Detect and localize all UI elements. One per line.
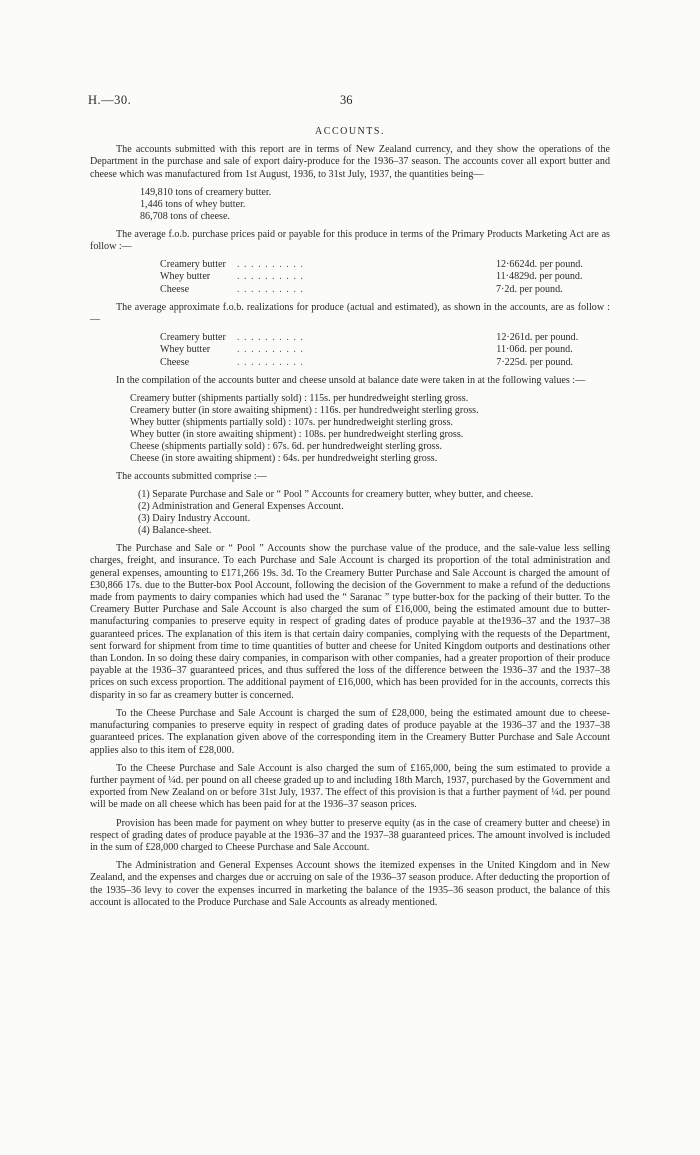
leader-dots: . . . . . . . . . . [236,332,304,344]
unsold-values-list [130,393,610,465]
row-label: Creamery butter [160,259,226,271]
row-label: Cheese [160,283,190,295]
accounts-list [138,489,610,537]
leader-dots: . . . . . . . . . . [236,344,304,356]
row-value: 11·06d. per pound. [496,344,573,356]
page-header-ref: H.—30. [88,93,132,107]
purchase-prices-table [160,259,610,296]
list-item: Cheese (in store awaiting shipment) : 64s. per hundredweight sterling gross. [130,453,438,465]
paragraph-realizations: The average approximate f.o.b. realizations for produce (actual and estimated), as shown in the accounts, are as follow :— [90,301,610,326]
list-item: (2) Administration and General Expenses Account. [138,501,344,513]
paragraph-whey-butter: Provision has been made for payment on whey butter to preserve equity (as in the case of creamery butter and cheese) in respect of grading dates of produce payable at the 1936–37 and the 1937–38 guaranteed prices. The amount involved is included in the sum of £28,000 charged to Cheese Purchase and Sale Account. [90,817,610,853]
paragraph-unsold-values: In the compilation of the accounts butter and cheese unsold at balance date were taken in at the following values :— [116,374,586,386]
leader-dots: . . . . . . . . . . [236,259,304,271]
list-item: Cheese (shipments partially sold) : 67s. 6d. per hundredweight sterling gross. [130,441,443,453]
paragraph-cheese-further-payment: To the Cheese Purchase and Sale Account is also charged the sum of £165,000, being the sum estimated to provide a further payment of ¼d. per pound on all cheese graded up to and including 18th March, 1937, purchased by the Government and exported from New Zealand on or before 31st July, 1937. The effect of this provision is that a further payment of ¼d. per pound will be made on all cheese which has been paid for at the 1936–37 season prices. [90,762,610,811]
list-item: Creamery butter (shipments partially sold) : 115s. per hundredweight sterling gross. [130,393,469,405]
list-item: (1) Separate Purchase and Sale or “ Pool ” Accounts for creamery butter, whey butter, and cheese. [138,489,534,501]
realizations-table [160,332,610,369]
row-label: Whey butter [160,344,211,356]
paragraph-purchase-prices: The average f.o.b. purchase prices paid or payable for this produce in terms of the Primary Products Marketing Act are as follow :— [90,228,610,253]
quantities-list [140,187,610,223]
document-body [90,126,610,915]
table-row [160,271,610,283]
paragraph-administration: The Administration and General Expenses Account shows the itemized expenses in the United Kingdom and in New Zealand, and the expenses and charges due or accruing on sale of the 1936–37 season produce. After deducting the proportion of the 1935–36 levy to cover the expenses incurred in marketing the balance of the 1935–36 season product, the balance of this account is allocated to the Produce Purchase and Sale Accounts as already mentioned. [90,860,610,908]
list-item: Creamery butter (in store awaiting shipment) : 116s. per hundredweight sterling gross. [130,405,479,417]
list-item: (3) Dairy Industry Account. [138,513,251,525]
table-row [160,284,610,296]
table-row [160,332,610,344]
list-item: Whey butter (in store awaiting shipment) : 108s. per hundredweight sterling gross. [130,429,464,441]
row-value: 11·4829d. per pound. [495,271,583,283]
quantity-item: 149,810 tons of creamery butter. [140,186,272,198]
page-number: 36 [340,93,353,107]
row-value: 7·225d. per pound. [496,356,574,368]
paragraph-cheese-account: To the Cheese Purchase and Sale Account is charged the sum of £28,000, being the estimated amount due to cheese-manufacturing companies to preserve equity in respect of grading dates of produce payable at the 1936–37 and the 1937–38 guaranteed prices. The explanation given above of the corresponding item in the Creamery Butter Purchase and Sale Account applies also to this item of £28,000. [90,707,610,756]
row-label: Cheese [160,356,190,368]
row-value: 12·261d. per pound. [496,332,579,344]
row-value: 12·6624d. per pound. [495,259,583,271]
paragraph-comprise: The accounts submitted comprise :— [116,471,267,483]
list-item: Whey butter (shipments partially sold) : 107s. per hundredweight sterling gross. [130,417,453,429]
paragraph-pool-accounts: The Purchase and Sale or “ Pool ” Accounts show the purchase value of the produce, and the sale-value less selling charges, freight, and insurance. To each Purchase and Sale Account is charged its proportion of the total administration and general expenses, amounting to £171,266 19s. 3d. To the Creamery Butter Purchase and Sale Account is charged the amount of £30,866 17s. due to the Butter-box Pool Account, following the decision of the Government to make a refund of the deductions made from payments to dairy companies which had used the “ Saranac ” type butter-box for the packing of their butter. To the Creamery Butter Purchase and Sale Account is also charged the sum of £16,000, being the estimated amount due to butter-manufacturing companies to preserve equity in respect of grading dates of produce payable at the1936–37 and the 1937–38 guaranteed prices. The explanation of this item is that certain dairy companies, complying with the requests of the Department, sent forward for shipment from time to time quantities of butter and cheese for United Kingdom outports and destinations other than London. In so doing these dairy companies, in comparison with other companies, had a greater proportion of their produce payable at the 1936–37 guaranteed prices, and thus suffered the loss of the difference between the 1936–37 and the 1937–38 prices on such excess proportion. The additional payment of £16,000, which has been provided for in the accounts, corrects this disparity in so far as creamery butter is concerned. [90,543,610,701]
table-row [160,357,610,369]
paragraph-intro: The accounts submitted with this report are in terms of New Zealand currency, and they show the operations of the Department in the purchase and sale of export dairy-produce for the 1936–37 season. The accounts cover all export butter and cheese which was manufactured from 1st August, 1936, to 31st July, 1937, the quantities being— [90,144,610,180]
row-label: Creamery butter [160,332,226,344]
leader-dots: . . . . . . . . . . [236,356,304,368]
list-item: (4) Balance-sheet. [138,525,212,537]
leader-dots: . . . . . . . . . . [236,271,304,283]
row-value: 7·2d. per pound. [495,283,563,295]
table-row [160,259,610,271]
quantity-item: 1,446 tons of whey butter. [140,198,246,210]
quantity-item: 86,708 tons of cheese. [140,210,230,222]
section-title: ACCOUNTS. [315,126,385,137]
row-label: Whey butter [160,271,211,283]
leader-dots: . . . . . . . . . . [236,283,304,295]
table-row [160,344,610,356]
